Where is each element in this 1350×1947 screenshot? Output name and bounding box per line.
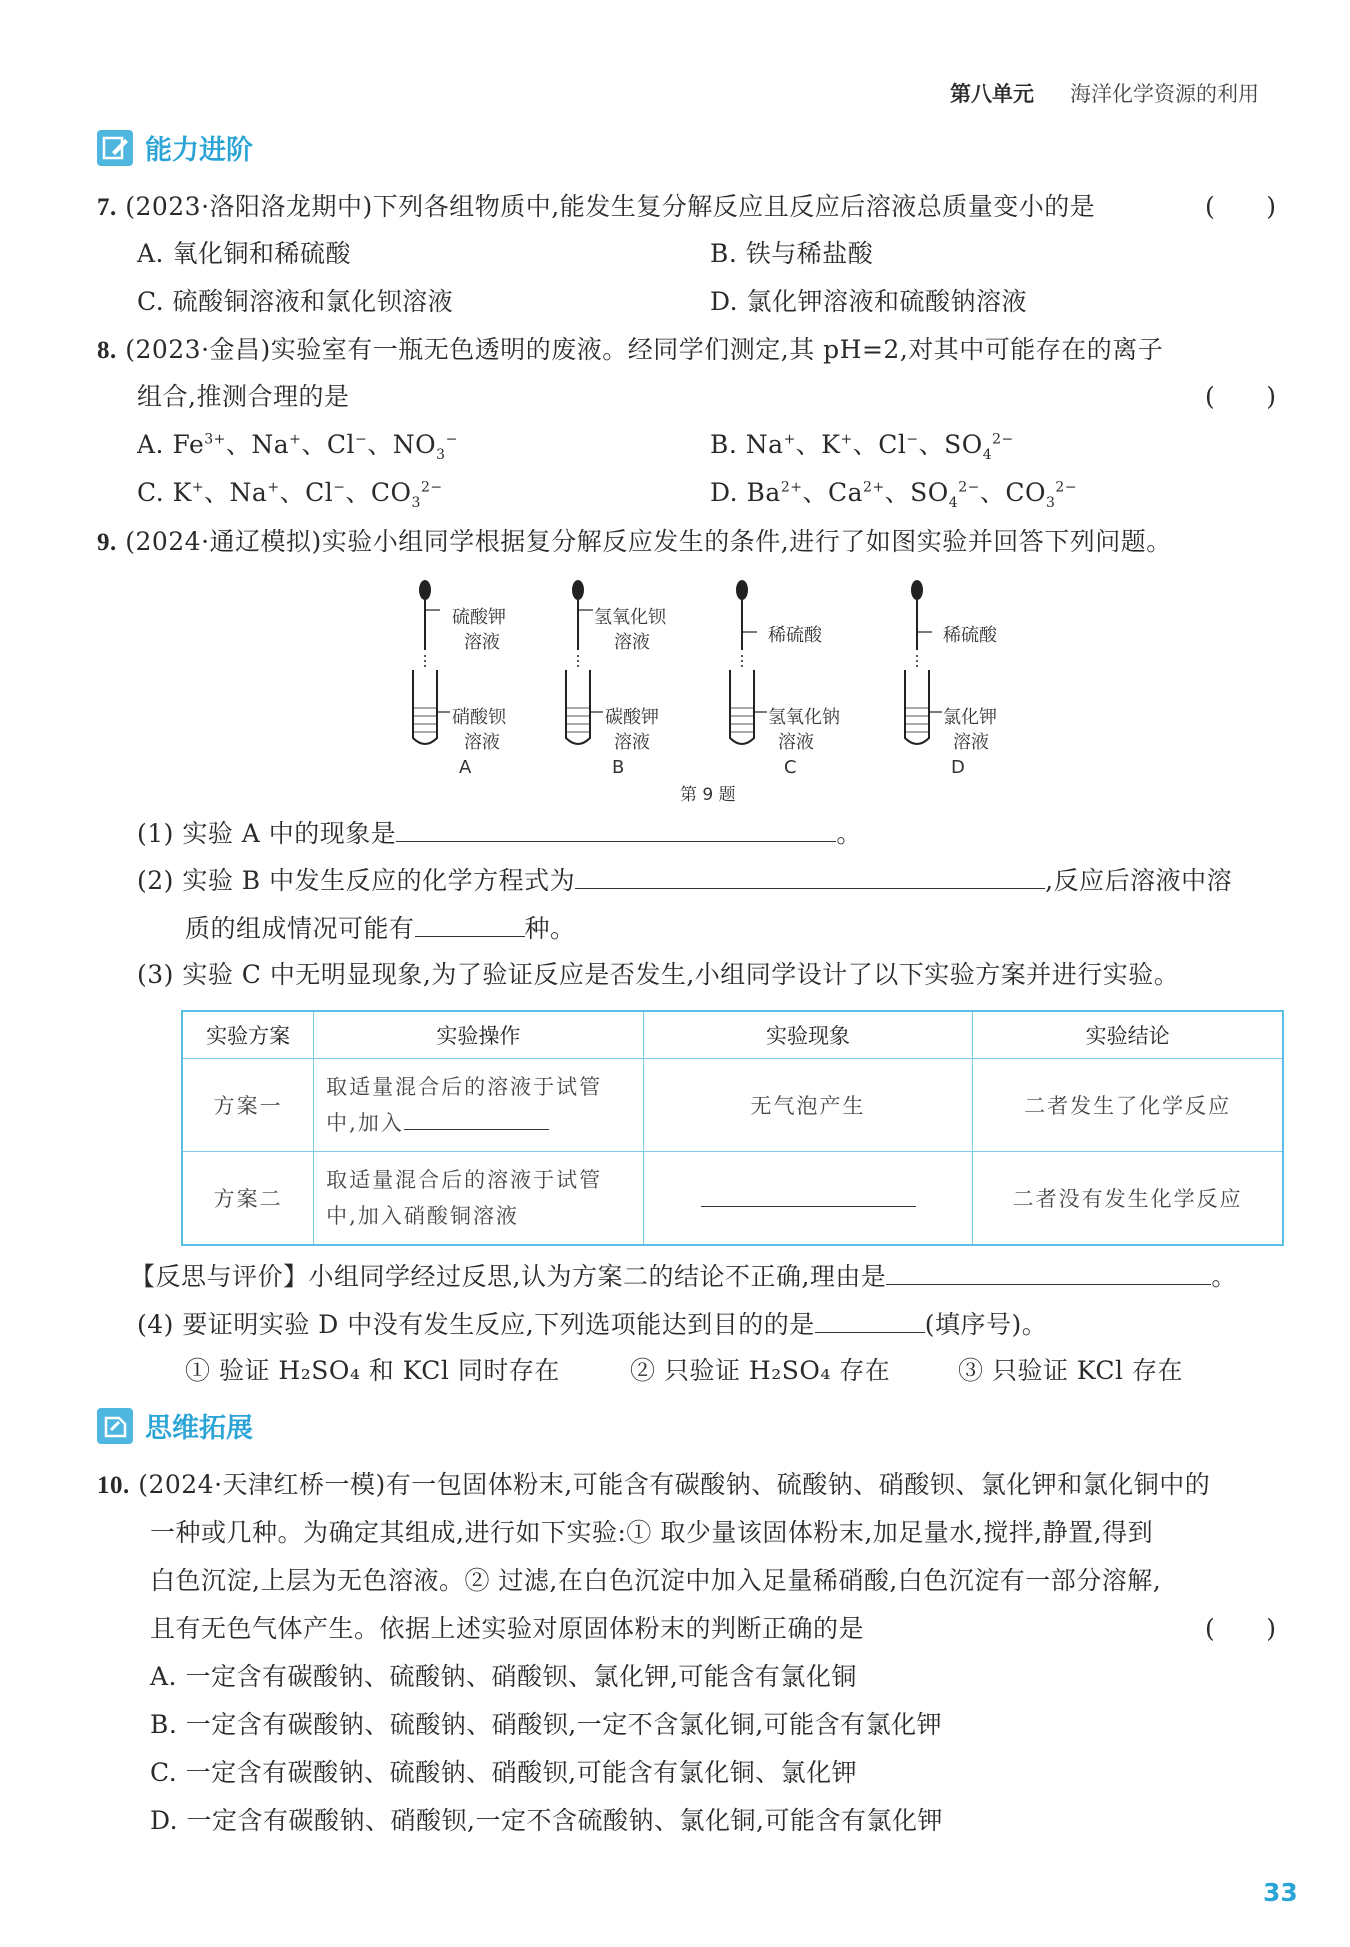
answer-blank-2[interactable] <box>575 862 1045 889</box>
table-header: 实验现象 <box>643 1011 973 1059</box>
section-expand: 思维拓展 <box>145 1413 253 1444</box>
q10-option-c: C. 一定含有碳酸钠、硫酸钠、硝酸钡,可能含有氯化铜、氯化钾 <box>150 1758 858 1787</box>
tube-c-top-label-1: 稀硫酸 <box>768 625 822 646</box>
q9-part-2: (2) 实验 B 中发生反应的化学方程式为 ,反应后溶液中溶 <box>137 862 1232 898</box>
tube-b-top-label-2: 溶液 <box>614 632 650 653</box>
plan-cell: 方案一 <box>182 1059 314 1152</box>
q10-number: 10. <box>97 1472 130 1499</box>
tube-a-top-label-2: 溶液 <box>464 632 500 653</box>
phenomenon-cell <box>643 1152 973 1246</box>
tube-b-top-label-1: 氢氧化钡 <box>594 607 666 628</box>
q10-option-a: A. 一定含有碳酸钠、硫酸钠、硝酸钡、氯化钾,可能含有氯化铜 <box>150 1662 857 1691</box>
tube-a-letter: A <box>459 757 472 778</box>
q8-stem-2: 组合,推测合理的是 <box>137 382 350 411</box>
experiment-table <box>181 1010 1284 1246</box>
q10-line-2: 一种或几种。为确定其组成,进行如下实验:① 取少量该固体粉末,加足量水,搅拌,静置,得到 <box>150 1518 1154 1547</box>
q7-stem <box>97 190 1095 225</box>
q9-part-4: (4) 要证明实验 D 中没有发生反应,下列选项能达到目的的是 (填序号)。 <box>137 1306 1047 1342</box>
operation-cell: 取适量混合后的溶液于试管 中,加入硝酸铜溶液 <box>314 1152 644 1246</box>
tube-c-letter: C <box>784 757 797 778</box>
q10-option-b: B. 一定含有碳酸钠、硫酸钠、硝酸钡,一定不含氯化铜,可能含有氯化钾 <box>150 1710 943 1739</box>
q10-line-4: 且有无色气体产生。依据上述实验对原固体粉末的判断正确的是 <box>150 1614 865 1643</box>
q7-option-b: B. 铁与稀盐酸 <box>710 239 874 268</box>
q10-line-1: 10. (2024·天津红桥一模)有一包固体粉末,可能含有碳酸钠、硫酸钠、硝酸钡、氯化钾和氯化铜中的 <box>97 1470 1211 1499</box>
figure-caption: 第 9 题 <box>680 785 736 805</box>
q9-part-3: (3) 实验 C 中无明显现象,为了验证反应是否发生,小组同学设计了以下实验方案并进行实验。 <box>137 960 1180 989</box>
plan-cell: 方案二 <box>182 1152 314 1246</box>
q9-choice-1: ① 验证 H₂SO₄ 和 KCl 同时存在 <box>185 1356 560 1385</box>
q8-stem <box>97 333 1163 368</box>
table-header: 实验方案 <box>182 1011 314 1059</box>
q8-option-d: D. $Ba^{2+}$、$Ca^{2+}$、$SO_4^{2-}$、$CO_3^{2-}$ <box>710 478 1078 511</box>
q7-option-c: C. 硫酸铜溶液和氯化钡溶液 <box>137 287 454 316</box>
q8-bracket: ( ) <box>1205 382 1277 411</box>
tube-b-bottom-label-1: 碳酸钾 <box>605 707 659 728</box>
pencil-icon <box>97 130 133 166</box>
tube-d-letter: D <box>951 757 965 778</box>
conclusion-cell: 二者没有发生化学反应 <box>973 1152 1283 1246</box>
answer-blank-3[interactable] <box>415 910 525 937</box>
q8-option-b: B. Na+、K+、Cl−、$SO_4^{2-}$ <box>710 430 1014 463</box>
tube-c-bottom-label-2: 溶液 <box>778 732 814 753</box>
tube-a-top-label-1: 硫酸钾 <box>452 607 506 628</box>
page-number: 33 <box>1263 1878 1298 1907</box>
tube-d-bottom-label-1: 氯化钾 <box>943 707 997 728</box>
tube-b-letter: B <box>612 757 625 778</box>
q7-option-a: A. 氧化铜和稀硫酸 <box>137 239 351 268</box>
table-header: 实验结论 <box>973 1011 1283 1059</box>
brain-icon <box>97 1408 133 1444</box>
answer-blank-5[interactable] <box>701 1184 916 1207</box>
tube-a-bottom-label-2: 溶液 <box>464 732 500 753</box>
tube-d-bottom-label-2: 溶液 <box>953 732 989 753</box>
q9-part-1: (1) 实验 A 中的现象是 。 <box>137 815 862 851</box>
tube-d-top-label-1: 稀硫酸 <box>943 625 997 646</box>
q10-option-d: D. 一定含有碳酸钠、硝酸钡,一定不含硫酸钠、氯化铜,可能含有氯化钾 <box>150 1806 943 1835</box>
operation-cell: 取适量混合后的溶液于试管 中,加入 <box>314 1059 644 1152</box>
tube-c-bottom-label-1: 氢氧化钠 <box>768 707 840 728</box>
q8-option-a: A. $Fe^{3+}$、Na+、Cl−、$NO_3^-$ <box>137 430 458 463</box>
answer-blank-7[interactable] <box>815 1306 925 1333</box>
tube-d <box>905 580 942 744</box>
section-advanced: 能力进阶 <box>145 135 253 166</box>
q8-number: 8. <box>97 337 117 364</box>
q9-stem <box>97 525 1172 560</box>
header-unit: 第八单元 <box>950 82 1034 106</box>
tube-c <box>730 580 767 744</box>
table-row <box>182 1152 1283 1246</box>
answer-blank-4[interactable] <box>404 1107 549 1130</box>
table-header-row <box>182 1011 1283 1059</box>
q9-choice-3: ③ 只验证 KCl 存在 <box>958 1356 1183 1385</box>
q7-number: 7. <box>97 194 117 221</box>
q8-option-c: C. K+、Na+、Cl−、$CO_3^{2-}$ <box>137 478 443 511</box>
q9-part-2-cont: 质的组成情况可能有 种。 <box>185 910 576 946</box>
q10-bracket: ( ) <box>1205 1614 1277 1643</box>
q7-option-d: D. 氯化钾溶液和硫酸钠溶液 <box>710 287 1028 316</box>
q7-bracket: ( ) <box>1205 192 1277 221</box>
q9-choice-2: ② 只验证 H₂SO₄ 存在 <box>630 1356 891 1385</box>
answer-blank-1[interactable] <box>396 815 836 842</box>
tube-a-bottom-label-1: 硝酸钡 <box>452 707 506 728</box>
q10-line-3: 白色沉淀,上层为无色溶液。② 过滤,在白色沉淀中加入足量稀硝酸,白色沉淀有一部分溶解, <box>150 1566 1162 1595</box>
q9-number: 9. <box>97 529 117 556</box>
answer-blank-6[interactable] <box>886 1258 1211 1285</box>
q9-reflection: 【反思与评价】小组同学经过反思,认为方案二的结论不正确,理由是 。 <box>130 1258 1237 1294</box>
q7-stem-text: (2023·洛阳洛龙期中)下列各组物质中,能发生复分解反应且反应后溶液总质量变小的是 <box>125 192 1096 221</box>
phenomenon-cell: 无气泡产生 <box>643 1059 973 1152</box>
tube-a <box>413 580 450 744</box>
table-header: 实验操作 <box>314 1011 644 1059</box>
header-title: 海洋化学资源的利用 <box>1070 82 1259 106</box>
tube-b-bottom-label-2: 溶液 <box>614 732 650 753</box>
table-row <box>182 1059 1283 1152</box>
q9-stem-text: (2024·通辽模拟)实验小组同学根据复分解反应发生的条件,进行了如图实验并回答下列问题。 <box>125 527 1172 556</box>
q8-stem-1: (2023·金昌)实验室有一瓶无色透明的废液。经同学们测定,其 pH=2,对其中可能存在的离子 <box>125 335 1164 364</box>
conclusion-cell: 二者发生了化学反应 <box>973 1059 1283 1152</box>
